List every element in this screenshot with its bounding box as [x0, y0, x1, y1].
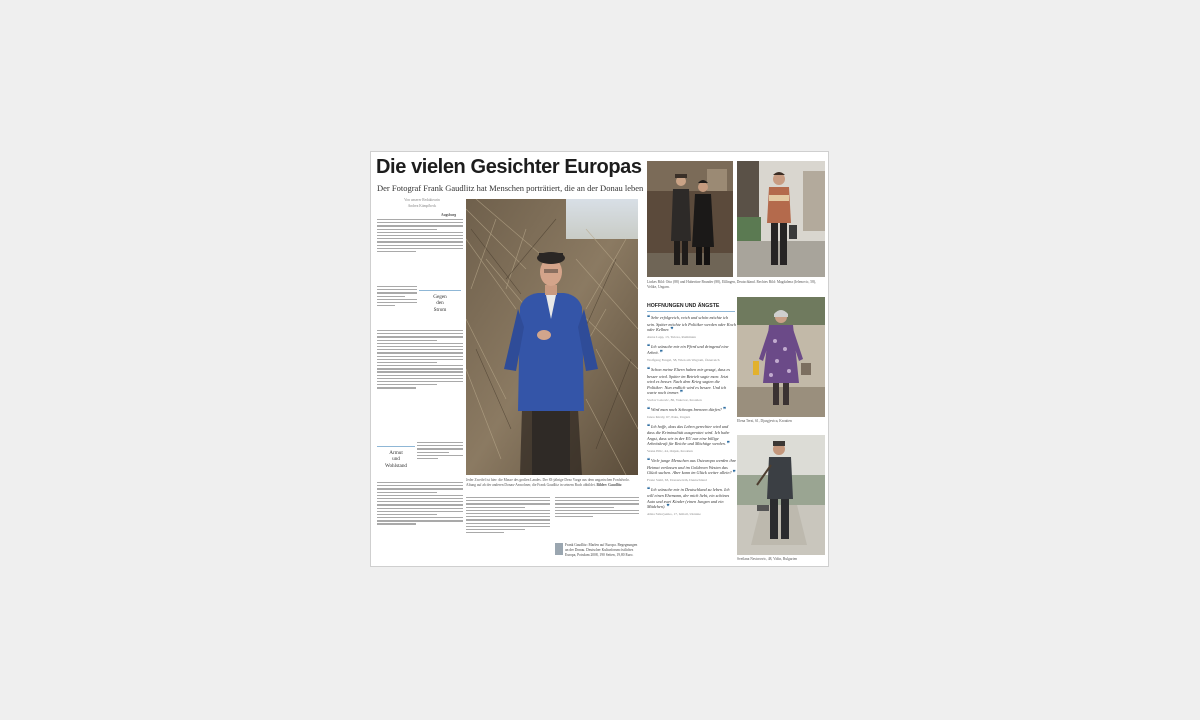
- body-text-line: [377, 381, 463, 382]
- body-text-line: [377, 352, 463, 353]
- body-text-line: [555, 516, 593, 517]
- body-text-line: [377, 378, 463, 379]
- body-text-line: [377, 292, 417, 293]
- body-text-line: [377, 296, 405, 297]
- subheading-armut-und-wohlstand: [377, 446, 415, 469]
- quote-body: Ich wünsche mir ein Pferd und dringend eine Arbeit.: [647, 343, 729, 356]
- body-text-line: [417, 448, 463, 449]
- body-text-line: [377, 346, 463, 347]
- quotes-list: [647, 315, 737, 521]
- body-text-line: [377, 498, 463, 499]
- photo-man-with-hoe-illustration: [737, 435, 825, 555]
- body-text-line: [377, 482, 463, 483]
- body-text-line: [466, 500, 550, 501]
- body-text-line: [377, 333, 463, 334]
- body-text-line: [377, 222, 463, 223]
- photo-woman-with-bag-illustration: [737, 161, 825, 277]
- kicker-line: Gegen: [433, 294, 447, 300]
- body-text-line: [377, 514, 437, 515]
- quotes-section-title: HOFFNUNGEN UND ÄNGSTE: [647, 303, 735, 312]
- body-text-line: [377, 302, 417, 303]
- quote-open-icon: ❝: [647, 486, 650, 493]
- photo-elderly-couple-illustration: [647, 161, 733, 277]
- body-text-line: [377, 299, 417, 300]
- quote-item: [647, 487, 737, 516]
- photo-woman-with-bucket-illustration: [737, 297, 825, 417]
- photo-woman-with-bag: [737, 161, 825, 277]
- body-text-line: [466, 507, 525, 508]
- body-text-line: [377, 229, 437, 230]
- body-text-line: [377, 495, 463, 496]
- body-text-line: [466, 503, 550, 504]
- quote-body: Ich hoffe, dass das Leben gerechter wird und dass die Kriminalität ausgerottet wird. Ich habe Angst, dass wir in der EU nur eine billige Arbeitskraft für Reiche und Mächtige werden.: [647, 423, 730, 447]
- body-text-line: [466, 516, 550, 517]
- kicker-line: Armut: [389, 450, 403, 456]
- article-body-col1-top: [377, 219, 463, 284]
- body-text-line: [417, 452, 449, 453]
- body-text-line: [377, 508, 463, 509]
- body-text-line: [377, 501, 463, 502]
- quote-body: Sehr erfolgreich, reich und schön möchte ich sein. Später möchte ich Politiker werden oder Koch oder Kellner.: [647, 315, 736, 333]
- quote-item: [647, 458, 737, 482]
- body-text-line: [377, 520, 463, 521]
- quote-close-icon: ❞: [726, 441, 730, 448]
- quote-text: [647, 487, 737, 511]
- body-text-line: [377, 362, 437, 363]
- man-photo-caption: [737, 557, 825, 563]
- body-text-line: [466, 526, 550, 527]
- byline-role: Von unserer Redakteurin: [404, 198, 440, 202]
- man-caption-text: Svetlana Nestorovic, 48, Vidin, Bulgarien: [737, 557, 798, 561]
- body-text-line: [377, 251, 416, 252]
- body-text-line: [555, 497, 639, 498]
- article-body-col1-bottom: [377, 482, 463, 564]
- body-text-line: [377, 238, 463, 239]
- body-text-line: [377, 485, 463, 486]
- quote-author: Franz Stahl, 63, Donauwörth, Deutschland: [647, 477, 707, 482]
- body-text-line: [377, 523, 416, 524]
- photo-man-with-hoe: [737, 435, 825, 555]
- quote-author: Wolfgang Fengel, 58, Wien am Wagram, Österreich: [647, 357, 720, 362]
- body-text-line: [377, 330, 463, 331]
- quote-author: Janos Kiraly, 67, Paks, Ungarn: [647, 414, 691, 419]
- body-text-line: [466, 529, 525, 530]
- body-text-line: [377, 365, 463, 366]
- body-text-line: [555, 500, 639, 501]
- book-cover-thumbnail: [555, 543, 563, 555]
- quote-author: Vesna Pilic, 44, Osijek, Kroatien: [647, 448, 693, 453]
- woman-bucket-caption: [737, 419, 825, 425]
- quote-open-icon: ❝: [647, 406, 650, 413]
- quote-item: [647, 367, 737, 402]
- body-text-line: [377, 305, 395, 306]
- body-text-line: [377, 368, 463, 369]
- quote-open-icon: ❝: [647, 366, 650, 373]
- body-text-line: [377, 359, 463, 360]
- quote-body: Schon meine Eltern haben mir gesagt, dass es besser wird. Später im Betrieb sagte man: Jetzt wird es besser. Nach dem Krieg sagten die Politiker: Nun endlich wird es besser. Und ich warte noch immer.: [647, 366, 731, 396]
- body-text-line: [466, 532, 504, 533]
- kicker-line: Strom: [433, 306, 447, 313]
- body-text-line: [466, 497, 550, 498]
- body-text-line: [377, 356, 463, 357]
- quote-body: Viele junge Menschen aus Osteuropa werden ihre Heimat verlassen und im Goldenen Westen das Glück suchen. Aber kann im Glück weiter allein?: [647, 457, 737, 476]
- article-body-col1-lower: [377, 330, 463, 440]
- subheading-gegen-den-strom: [419, 290, 461, 313]
- quote-item: [647, 424, 737, 453]
- body-text-line: [377, 225, 463, 226]
- article-byline: [377, 197, 467, 209]
- body-text-line: [466, 513, 550, 514]
- quote-open-icon: ❝: [647, 457, 650, 464]
- main-caption-credit: Bilder: Gaudlitz: [596, 483, 622, 487]
- body-text-line: [377, 511, 463, 512]
- body-text-line: [377, 235, 463, 236]
- quote-text: [647, 367, 737, 397]
- kicker-line: und: [392, 456, 400, 463]
- quote-close-icon: ❞: [670, 327, 674, 334]
- body-text-line: [377, 384, 437, 385]
- couple-caption-text: Linkes Bild: Otto (88) und Hubertine Brunder (88), Eßlingen, Deutschland. Rechtes Bild: Magdalena (Jelenovic, 58), Velike, Ungarn.: [647, 280, 816, 289]
- newspaper-page: [370, 151, 829, 567]
- body-text-line: [555, 513, 639, 514]
- body-text-line: [377, 286, 417, 287]
- body-text-line: [377, 336, 463, 337]
- body-text-line: [555, 510, 639, 511]
- body-text-line: [377, 387, 416, 388]
- body-text-line: [555, 507, 614, 508]
- quote-close-icon: ❞: [732, 470, 736, 477]
- couple-photo-caption: [647, 280, 825, 296]
- main-photo-caption: [466, 478, 638, 492]
- body-text-line: [377, 343, 463, 344]
- body-text-line: [555, 503, 639, 504]
- quote-text: [647, 407, 737, 414]
- body-text-line: [377, 245, 463, 246]
- article-body-col1-mid: [377, 286, 417, 328]
- quote-body: Wird man noch Schnaps brennen dürfen?: [651, 406, 722, 412]
- article-dateline: Augsburg: [441, 213, 457, 217]
- body-text-line: [377, 375, 463, 376]
- photo-woman-with-bucket: [737, 297, 825, 417]
- woman-bucket-caption-text: Elena Terzi, 61, Djurgjevica, Kroatien: [737, 419, 792, 423]
- quote-open-icon: ❝: [647, 343, 650, 350]
- quote-author: Alina Sidoryenko, 17, Izmail, Ukraine: [647, 512, 701, 517]
- body-text-line: [417, 445, 463, 446]
- article-body-col3-bottom: [555, 497, 639, 539]
- body-text-line: [466, 523, 550, 524]
- quote-close-icon: ❞: [679, 390, 683, 397]
- article-subhead: Der Fotograf Frank Gaudlitz hat Menschen porträtiert, die an der Donau leben: [377, 183, 644, 193]
- article-headline: Die vielen Gesichter Europas: [376, 156, 642, 178]
- body-text-line: [377, 241, 463, 242]
- main-photo-man-before-reeds: [466, 199, 638, 475]
- body-text-line: [377, 219, 463, 220]
- body-text-line: [377, 492, 437, 493]
- body-text-line: [377, 488, 463, 489]
- quote-close-icon: ❞: [666, 504, 670, 511]
- quote-text: [647, 344, 737, 357]
- quote-open-icon: ❝: [647, 423, 650, 430]
- kicker-line: Wohlstand: [384, 462, 408, 469]
- quote-text: [647, 315, 737, 334]
- article-body-col1-before-kicker2: [417, 442, 463, 478]
- body-text-line: [417, 455, 463, 456]
- quote-item: [647, 315, 737, 339]
- body-text-line: [377, 371, 463, 372]
- body-text-line: [417, 458, 438, 459]
- quote-item: [647, 344, 737, 362]
- book-info-text: Frank Gaudlitz: Marlen auf Europa. Begegnungen an der Donau. Deutscher Kulturforum östliches Europa, Potsdam 2008, 190 Seiten, 19,80 Euro.: [565, 543, 638, 557]
- body-text-line: [377, 517, 463, 518]
- quote-author: Alexe Lapp, 13, Tulcea, Rumänien: [647, 334, 696, 339]
- quote-text: [647, 424, 737, 448]
- quote-close-icon: ❞: [659, 350, 663, 357]
- body-text-line: [377, 232, 463, 233]
- quote-text: [647, 458, 737, 477]
- main-caption-text: Jeder Zweifel ist hier: die Masse des großen Landes. Der 83-jährige Dezo Varga aus dem ungarischen Fonfalvolo. Altung auf ab der anderen Donau-Anwohner, die Frank Gaudlitz in seinem Buch abbildet.: [466, 478, 630, 487]
- main-photo-illustration: [466, 199, 638, 475]
- body-text-line: [466, 519, 550, 520]
- quote-close-icon: ❞: [723, 406, 727, 413]
- body-text-line: [377, 349, 463, 350]
- body-text-line: [377, 504, 463, 505]
- quote-open-icon: ❝: [647, 315, 650, 321]
- body-text-line: [377, 248, 463, 249]
- body-text-line: [377, 340, 437, 341]
- quote-item: [647, 407, 737, 419]
- photo-elderly-couple: [647, 161, 733, 277]
- byline-author: Andrea Kümpfbeck: [407, 204, 437, 208]
- body-text-line: [417, 442, 463, 443]
- book-info: [565, 543, 639, 565]
- body-text-line: [466, 510, 550, 511]
- body-text-line: [377, 289, 417, 290]
- quote-author: Vaclav Lakovic, 86, Vukovar, Kroatien: [647, 397, 702, 402]
- quote-body: Ich wünsche mir in Deutschland zu leben. Ich will einen Ehemann, der mich liebt, ein schönes Auto und zwei Kinder (einen Jungen und ein Mädchen).: [647, 486, 730, 510]
- article-body-col2-bottom: [466, 497, 550, 565]
- kicker-line: den: [436, 300, 444, 307]
